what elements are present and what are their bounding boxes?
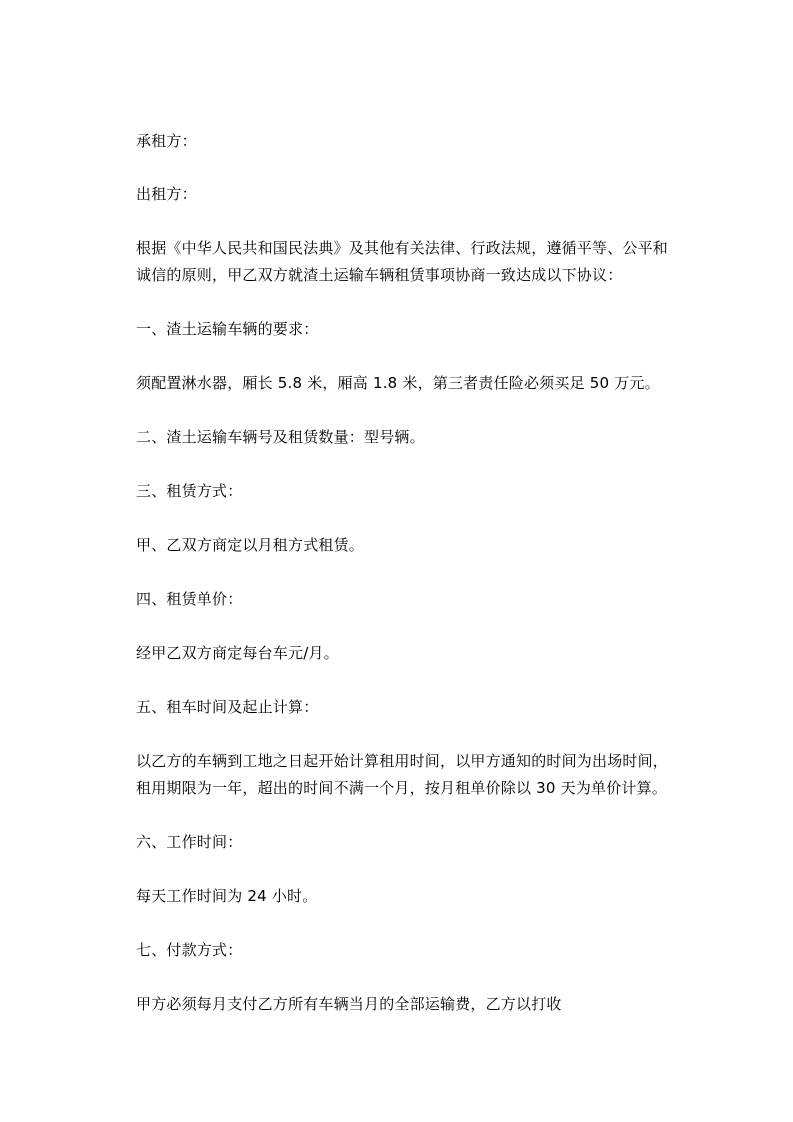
- section-4-heading: 四、租赁单价：: [136, 590, 243, 608]
- section-2-heading: 二、渣土运输车辆号及租赁数量：型号辆。: [136, 428, 425, 446]
- preamble-line-2: 诚信的原则，甲乙双方就渣土运输车辆租赁事项协商一致达成以下协议：: [136, 266, 623, 284]
- section-1-heading: 一、渣土运输车辆的要求：: [136, 320, 319, 338]
- section-1-body: 须配置淋水器，厢长 5.8 米，厢高 1.8 米，第三者责任险必须买足 50 万元。: [136, 374, 660, 392]
- section-3-heading: 三、租赁方式：: [136, 482, 243, 500]
- section-3-body: 甲、乙双方商定以月租方式租赁。: [136, 536, 365, 554]
- lessor-label: 出租方：: [136, 185, 197, 203]
- section-5-body-line-2: 租用期限为一年，超出的时间不满一个月，按月租单价除以 30 天为单价计算。: [136, 779, 668, 797]
- section-6-heading: 六、工作时间：: [136, 833, 243, 851]
- section-7-body: 甲方必须每月支付乙方所有车辆当月的全部运输费，乙方以打收: [136, 995, 562, 1013]
- lessee-label: 承租方：: [136, 132, 197, 150]
- section-5-body-line-1: 以乙方的车辆到工地之日起开始计算租用时间，以甲方通知的时间为出场时间，: [136, 752, 669, 770]
- section-4-body: 经甲乙双方商定每台车元/月。: [136, 644, 339, 662]
- section-5-heading: 五、租车时间及起止计算：: [136, 698, 319, 716]
- preamble-line-1: 根据《中华人民共和国民法典》及其他有关法律、行政法规，遵循平等、公平和: [136, 239, 669, 257]
- section-6-body: 每天工作时间为 24 小时。: [136, 887, 318, 905]
- section-7-heading: 七、付款方式：: [136, 941, 243, 959]
